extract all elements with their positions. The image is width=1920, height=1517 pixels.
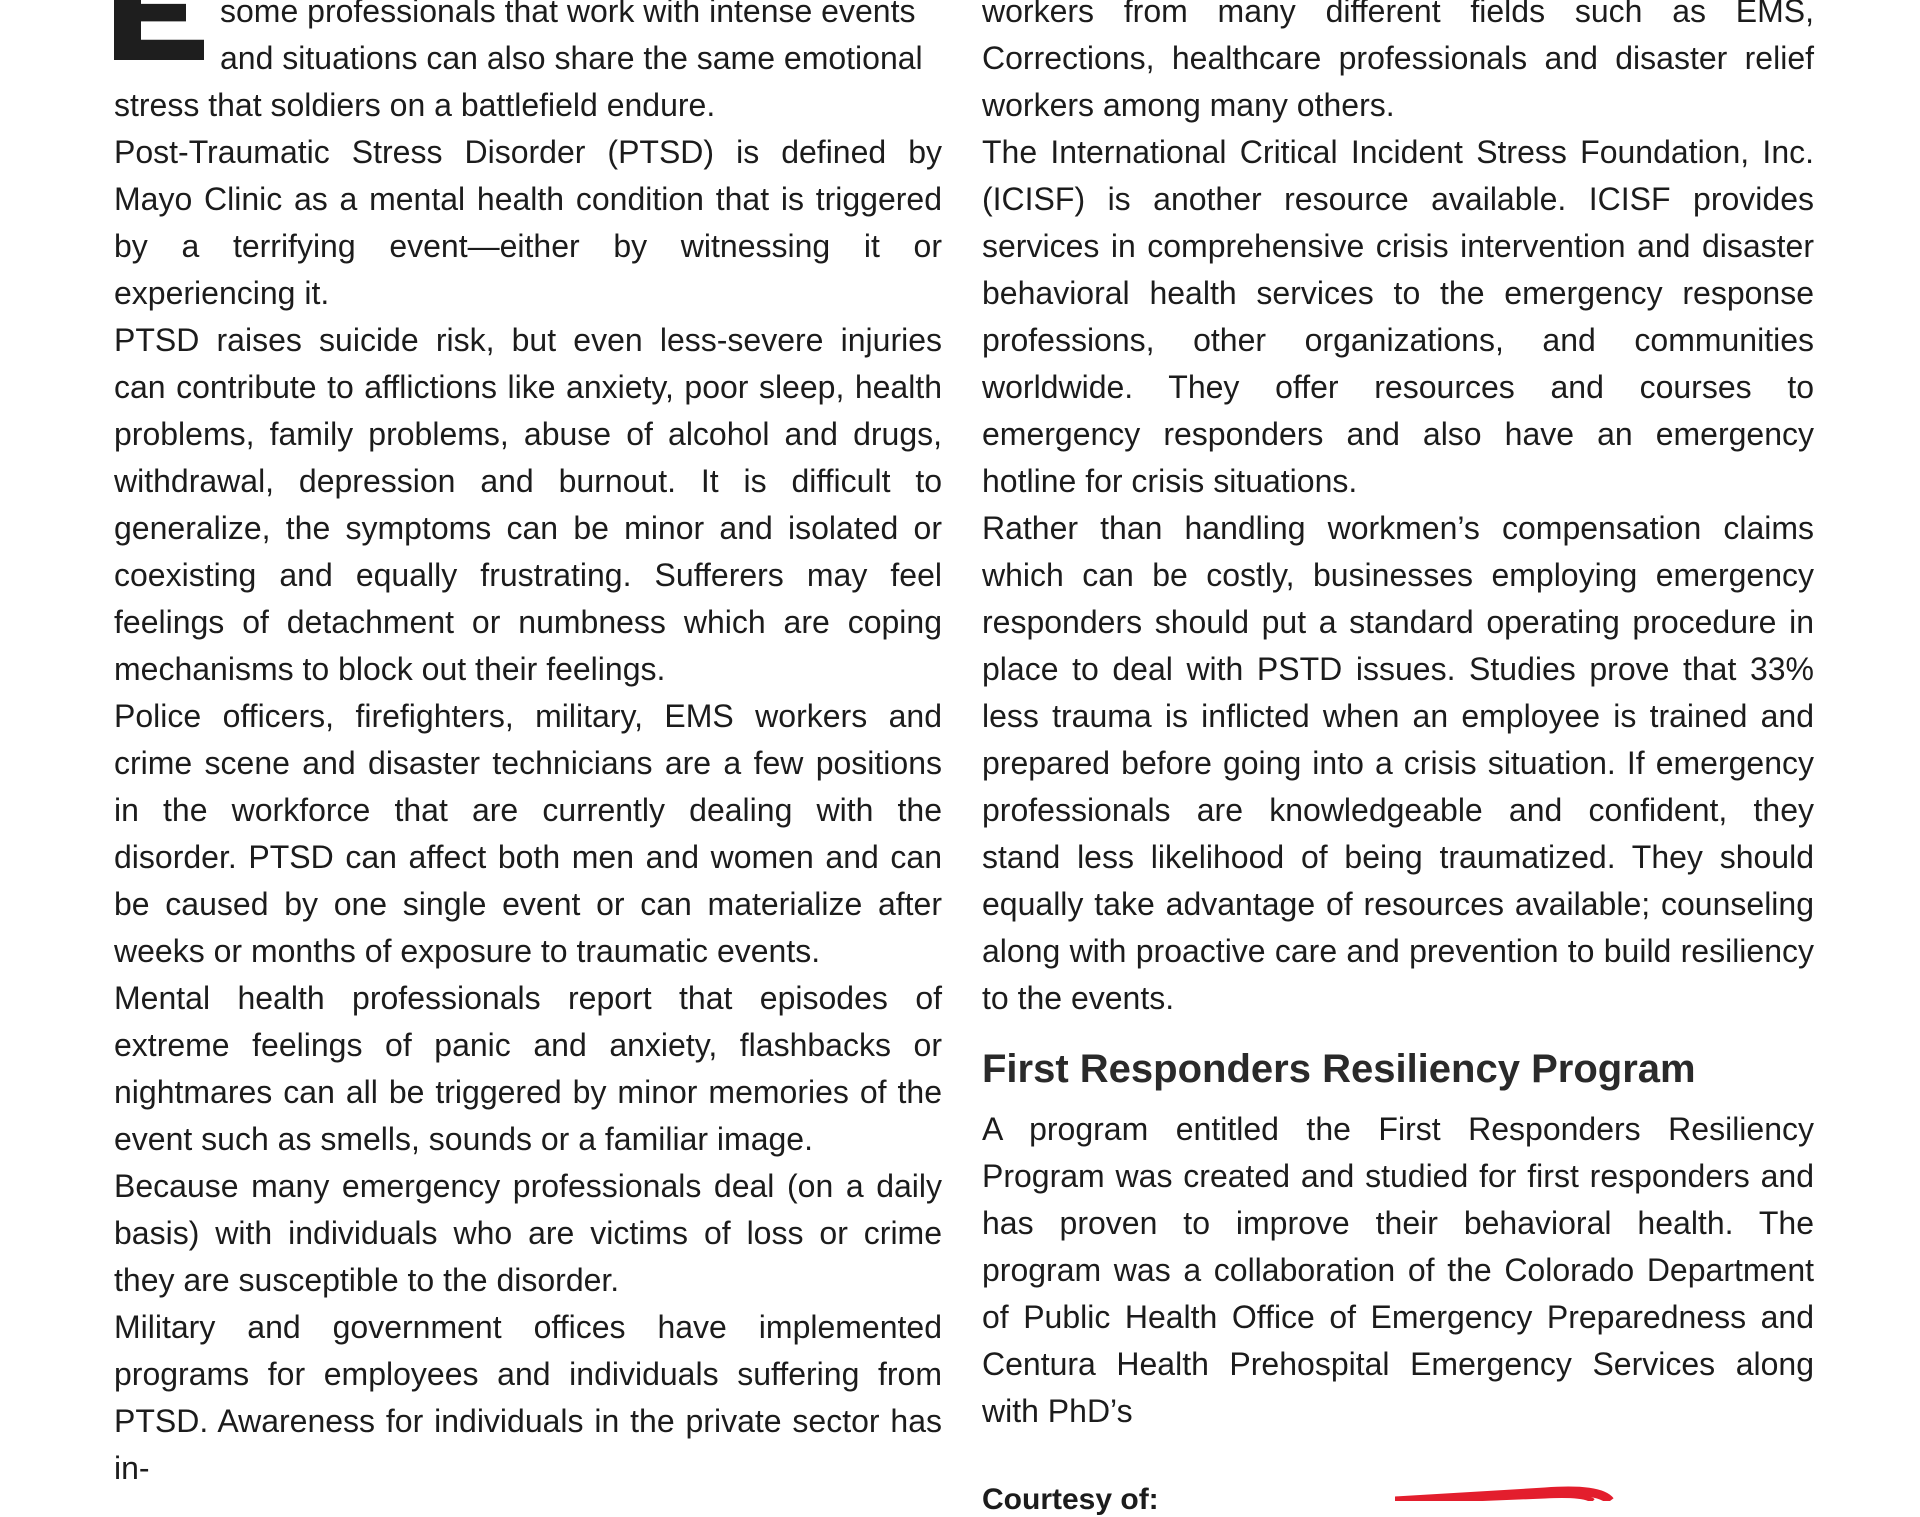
paragraph-ptsd-definition: Post-Traumatic Stress Disorder (PTSD) is defined by Mayo Clinic as a mental health condition that is triggered by a terrifying event—either by witnessing it or experiencing it. xyxy=(114,134,942,311)
paragraph-triggers: Mental health professionals report that episodes of extreme feelings of panic and anxiety, flashbacks or nightmares can all be triggered by minor memories of the event such as smells, sounds or a familiar image. xyxy=(114,980,942,1157)
dropcap-paragraph xyxy=(114,0,942,129)
dropcap-line-2: and situations can also share the same emotional xyxy=(220,40,923,76)
dropcap-paragraph-text xyxy=(114,0,942,129)
dropcap-line-3: stress that soldiers on a battlefield endure. xyxy=(114,87,716,123)
paragraph-susceptibility: Because many emergency professionals deal (on a daily basis) with individuals who are victims of loss or crime they are susceptible to the disorder. xyxy=(114,1168,942,1298)
section-heading: First Responders Resiliency Program xyxy=(982,1047,1696,1091)
left-column xyxy=(114,0,942,1492)
courtesy-logo xyxy=(1395,1470,1635,1501)
courtesy-label: Courtesy of: xyxy=(982,1483,1159,1516)
paragraph-workers-fields: workers from many different fields such as EMS, Corrections, healthcare professionals and disaster relief workers among many others. xyxy=(982,0,1814,123)
paragraph-icisf: The International Critical Incident Stress Foundation, Inc. (ICISF) is another resource available. ICISF provides services in comprehensive crisis intervention and disaster behavioral health services to the emergency response professions, other organizations, and communities worldwide. They offer resources and courses to emergency responders and also have an emergency hotline for crisis situations. xyxy=(982,134,1814,499)
dropcap-line-1: some professionals that work with intense events xyxy=(220,0,916,29)
paragraph-affected-positions: Police officers, firefighters, military, EMS workers and crime scene and disaster technicians are a few positions in the workforce that are currently dealing with the disorder. PTSD can affect both men and women and can be caused by one single event or can materialize after weeks or months of exposure to traumatic events. xyxy=(114,698,942,969)
right-column xyxy=(982,0,1814,1517)
paragraph-ptsd-risks: PTSD raises suicide risk, but even less-severe injuries can contribute to afflictions like anxiety, poor sleep, health problems, family problems, abuse of alcohol and drugs, withdrawal, depression and burnout. It is difficult to generalize, the symptoms can be minor and isolated or coexisting and equally frustrating. Sufferers may feel feelings of detachment or numbness which are coping mechanisms to block out their feelings. xyxy=(114,322,942,687)
paragraph-programs: Military and government offices have implemented programs for employees and individuals suffering from PTSD. Awareness for individuals in the private sector has in- xyxy=(114,1309,942,1486)
paragraph-resiliency-program: A program entitled the First Responders Resiliency Program was created and studied for first responders and has proven to improve their behavioral health. The program was a collaboration of the Colorado Department of Public Health Office of Emergency Preparedness and Centura Health Prehospital Emergency Services along with PhD’s xyxy=(982,1111,1814,1429)
paragraph-sop: Rather than handling workmen’s compensation claims which can be costly, businesses employing emergency responders should put a standard operating procedure in place to deal with PSTD issues. Studies prove that 33% less trauma is inflicted when an employee is trained and prepared before going into a crisis situation. If emergency professionals are knowledgeable and confident, they stand less likelihood of being traumatized. They should equally take advantage of resources available; counseling along with proactive care and prevention to build resiliency to the events. xyxy=(982,510,1814,1016)
